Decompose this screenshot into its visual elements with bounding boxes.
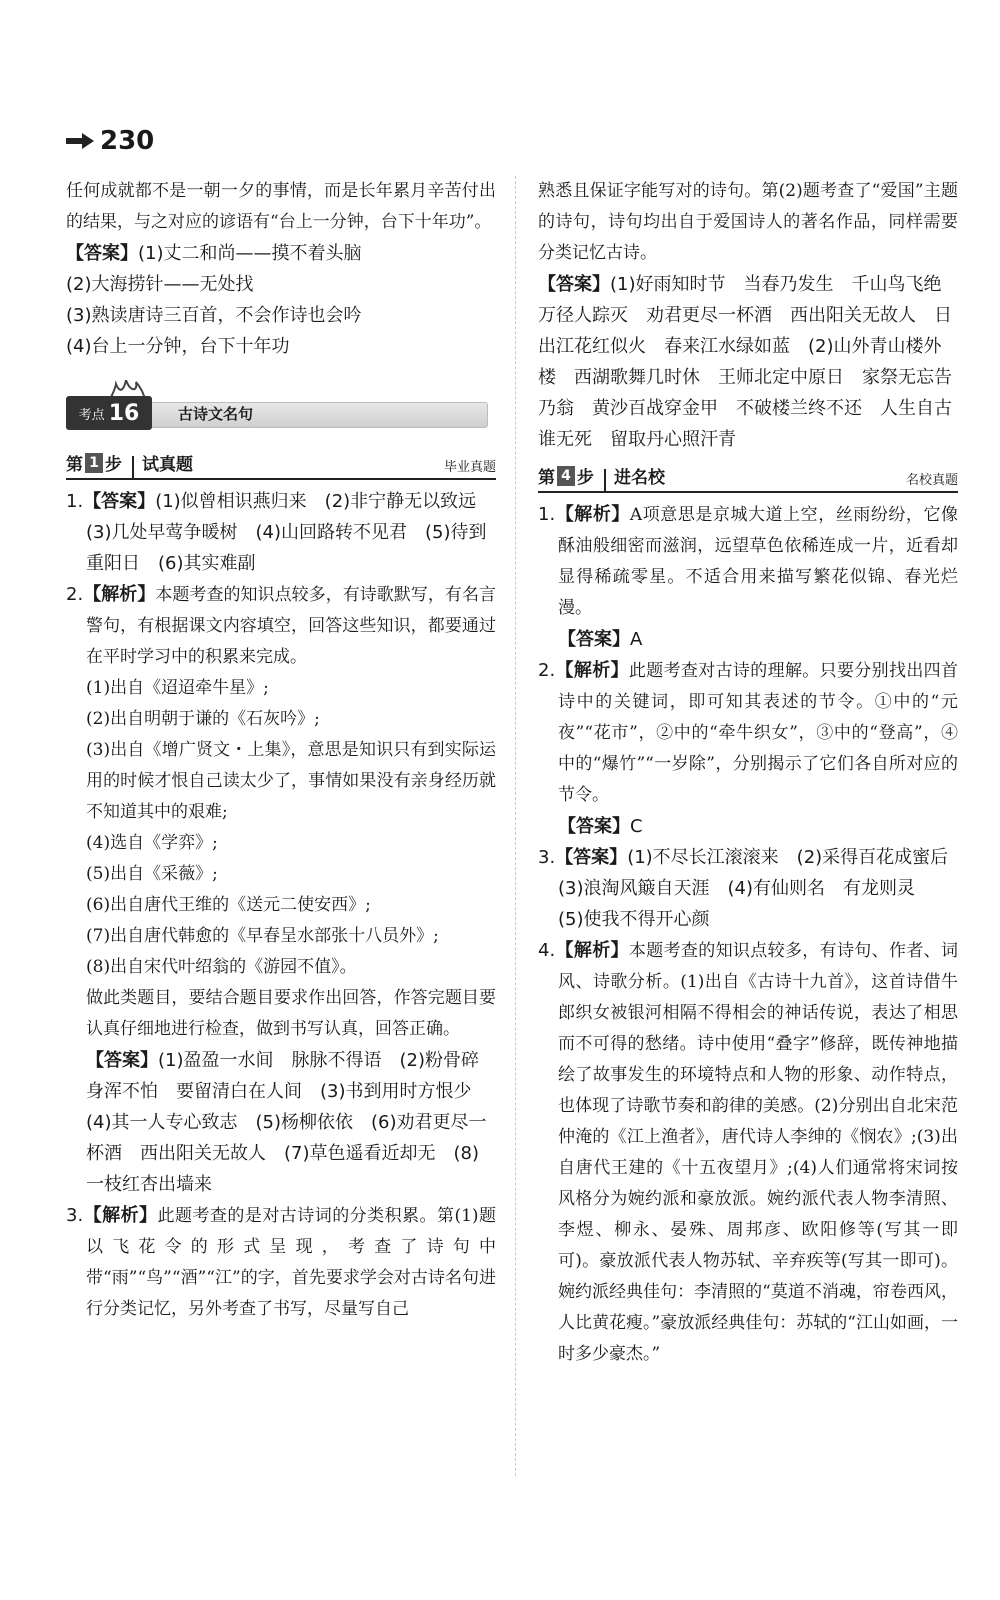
analysis-line: (8)出自宋代叶绍翁的《游园不值》。 bbox=[86, 957, 357, 977]
arrow-right-icon bbox=[66, 133, 94, 149]
step-separator bbox=[604, 469, 606, 491]
step-header bbox=[66, 448, 496, 480]
answer-label: 【答案】 bbox=[83, 491, 156, 512]
step-label-b: 步 bbox=[577, 468, 594, 488]
page-number bbox=[66, 126, 154, 156]
problem-2 bbox=[538, 655, 958, 811]
analysis-line: (7)出自唐代韩愈的《早春呈水部张十八员外》; bbox=[86, 926, 439, 946]
step-number: 1 bbox=[85, 453, 103, 473]
topic-title: 古诗文名句 bbox=[178, 405, 254, 423]
analysis-line: (2)出自明朝于谦的《石灰吟》; bbox=[86, 709, 320, 729]
topic-number: 16 bbox=[108, 400, 140, 426]
step-separator bbox=[132, 456, 134, 478]
page-number-text: 230 bbox=[100, 126, 155, 156]
intro-text: 任何成就都不是一朝一夕的事情，而是长年累月辛苦付出的结果，与之对应的谚语有“台上一分钟，台下十年功”。 bbox=[66, 181, 496, 232]
question-number: 3. bbox=[66, 1205, 84, 1226]
answer-block bbox=[538, 811, 958, 842]
answer-label: 【答案】 bbox=[86, 1050, 158, 1071]
answer-label: 【答案】 bbox=[538, 274, 610, 295]
analysis-text: 本题考查的知识点较多，有诗句、作者、词风、诗歌分析。(1)出自《古诗十九首》，这首诗借牛郎织女被银河相隔不得相会的神话传说，表达了相思而不可得的愁绪。诗中使用“叠字”修辞，既传神地描绘了故事发生的环境特点和人物的形象、动作特点，也体现了诗歌节奏和韵律的美感。(2)分别出自北宋范仲淹的《江上渔者》，唐代诗人李绅的《悯农》;(3)出自唐代王建的《十五夜望月》;(4)人们通常将宋词按风格分为婉约派和豪放派。婉约派代表人物李清照、李煜、柳永、晏殊、周邦彦、欧阳修等(写其一即可)。豪放派代表人物苏轼、辛弃疾等(写其一即可)。婉约派经典佳句：李清照的“莫道不消魂，帘卷西风，人比黄花瘦。”豪放派经典佳句：苏轼的“江山如画，一时多少豪杰。” bbox=[558, 941, 959, 1364]
topic-badge bbox=[66, 396, 152, 430]
step-title: 进名校 bbox=[614, 468, 665, 488]
question-1 bbox=[66, 486, 496, 579]
right-column bbox=[538, 176, 967, 1370]
problem-3 bbox=[538, 842, 967, 935]
analysis-text: 此题考查的是对古诗词的分类积累。第(1)题以飞花令的形式呈现，考查了诗句中带“雨”“鸟”“酒”“江”的字，首先要求学会对古诗名句进行分类记忆，另外考查了书写，尽量写自己 bbox=[86, 1206, 496, 1319]
analysis-line: (5)出自《采薇》; bbox=[86, 864, 218, 884]
column-divider bbox=[515, 176, 516, 1476]
answer-item: (3)熟读唐诗三百首，不会作诗也会吟 bbox=[66, 305, 362, 326]
answer-label: 【答案】 bbox=[555, 847, 628, 868]
answer-text: C bbox=[630, 816, 643, 837]
analysis-text: 此题考查对古诗的理解。只要分别找出四首诗中的关键词，即可知其表述的节令。①中的“元夜”“花市”，②中的“牵牛织女”，③中的“登高”，④中的“爆竹”“一岁除”，分别揭示了它们各自所对应的节令。 bbox=[558, 661, 959, 805]
analysis-summary: 做此类题目，要结合题目要求作出回答，作答完题目要认真仔细地进行检查，做到书写认真，回答正确。 bbox=[86, 988, 496, 1039]
step-title: 试真题 bbox=[142, 455, 193, 475]
answer-item: (2)大海捞针——无处找 bbox=[66, 274, 254, 295]
topic-banner bbox=[66, 380, 496, 440]
question-number: 2. bbox=[66, 584, 84, 605]
step-label bbox=[538, 463, 594, 491]
question-number: 1. bbox=[66, 491, 84, 512]
analysis-text: A项意思是京城大道上空，丝雨纷纷，它像酥油般细密而滋润，远望草色依稀连成一片，近看却显得稀疏零星。不适合用来描写繁花似锦、春光烂漫。 bbox=[558, 505, 959, 618]
analysis-line: (3)出自《增广贤文・上集》，意思是知识只有到实际运用的时候才恨自己读太少了，事情如果没有亲身经历就不知道其中的艰难; bbox=[86, 740, 496, 822]
answer-text: (1)不尽长江滚滚来 (2)采得百花成蜜后 (3)浪淘风簸自天涯 (4)有仙则名 有龙则灵 (5)使我不得开心颜 bbox=[558, 847, 967, 930]
analysis-label: 【解析】 bbox=[83, 584, 156, 605]
answer-text: A bbox=[630, 629, 643, 650]
step-header bbox=[538, 461, 958, 493]
step-number: 4 bbox=[557, 466, 575, 486]
question-3 bbox=[66, 1200, 496, 1325]
step-label-a: 第 bbox=[66, 455, 83, 475]
analysis-continued: 熟悉且保证字能写对的诗句。第(2)题考查了“爱国”主题的诗句，诗句均出自于爱国诗人的著名作品，同样需要分类记忆古诗。 bbox=[538, 181, 958, 263]
question-number: 1. bbox=[538, 504, 556, 525]
answer-text: (1)似曾相识燕归来 (2)非宁静无以致远 (3)几处早莺争暖树 (4)山回路转不见君 (5)待到重阳日 (6)其实难副 bbox=[86, 491, 495, 574]
analysis-line: (4)选自《学弈》; bbox=[86, 833, 218, 853]
question-number: 2. bbox=[538, 660, 556, 681]
answer-label: 【答案】 bbox=[558, 629, 630, 650]
step-label-b: 步 bbox=[105, 455, 122, 475]
answer-block bbox=[538, 624, 958, 655]
step-label bbox=[66, 450, 122, 478]
answer-label: 【答案】 bbox=[558, 816, 630, 837]
answer-item: (1)丈二和尚——摸不着头脑 bbox=[138, 243, 362, 264]
analysis-label: 【解析】 bbox=[83, 1205, 158, 1226]
question-number: 3. bbox=[538, 847, 556, 868]
analysis-line: (1)出自《迢迢牵牛星》; bbox=[86, 678, 269, 698]
problem-4 bbox=[538, 935, 958, 1370]
analysis-text: 本题考查的知识点较多，有诗歌默写，有名言警句，有根据课文内容填空，回答这些知识，都要通过在平时学习中的积累来完成。 bbox=[86, 585, 497, 667]
answer-text: (1)盈盈一水间 脉脉不得语 (2)粉骨碎身浑不怕 要留清白在人间 (3)书到用时方恨少 (4)其一人专心致志 (5)杨柳依依 (6)劝君更尽一杯酒 西出阳关无故人 (7)草色遥看近却无 (8)一枝红杏出墙来 bbox=[86, 1050, 490, 1195]
answer-item: (4)台上一分钟，台下十年功 bbox=[66, 336, 290, 357]
left-column bbox=[66, 176, 496, 1325]
analysis-label: 【解析】 bbox=[555, 504, 630, 525]
step-source: 毕业真题 bbox=[443, 460, 496, 475]
answer-block bbox=[66, 1045, 496, 1200]
analysis-label: 【解析】 bbox=[555, 940, 629, 961]
answers-intro bbox=[66, 238, 496, 362]
answer-label: 【答案】 bbox=[66, 243, 138, 264]
topic-badge-prefix: 考点 bbox=[78, 407, 105, 423]
problem-1 bbox=[538, 499, 958, 624]
step-label-a: 第 bbox=[538, 468, 555, 488]
step-source: 名校真题 bbox=[905, 473, 958, 488]
answer-block bbox=[538, 269, 958, 455]
question-number: 4. bbox=[538, 940, 556, 961]
analysis-line: (6)出自唐代王维的《送元二使安西》; bbox=[86, 895, 371, 915]
analysis-label: 【解析】 bbox=[555, 660, 629, 681]
question-2 bbox=[66, 579, 496, 673]
answer-text: (1)好雨知时节 当春乃发生 千山鸟飞绝 万径人踪灭 劝君更尽一杯酒 西出阳关无故人 日出江花红似火 春来江水绿如蓝 (2)山外青山楼外楼 西湖歌舞几时休 王师北定中原日 家祭无忘告乃翁 黄沙百战穿金甲 不破楼兰终不还 人生自古谁无死 留取丹心照汗青 bbox=[538, 274, 960, 450]
